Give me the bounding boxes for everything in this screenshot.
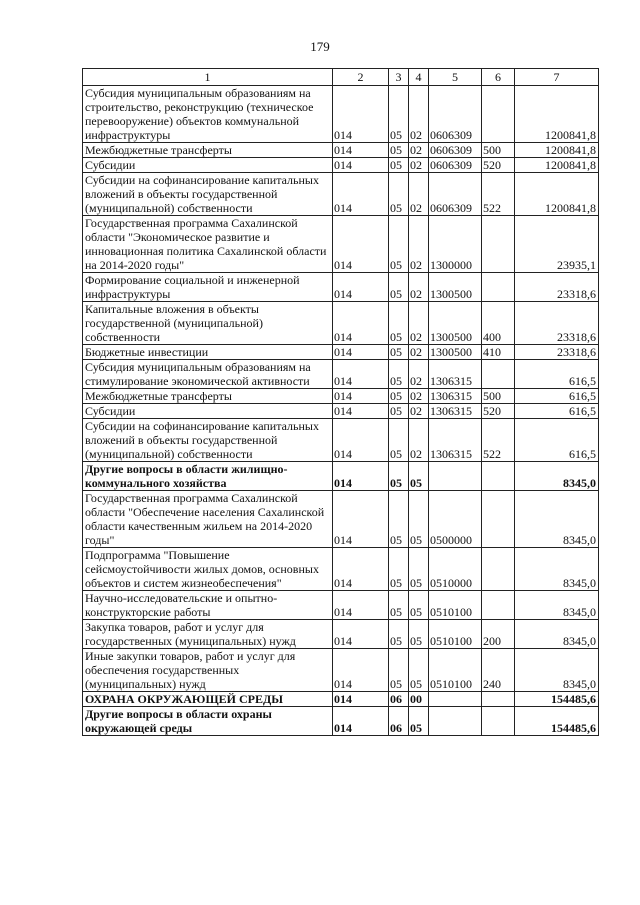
row-target-article: 0606309 xyxy=(429,173,482,216)
row-target-article: 1306315 xyxy=(429,360,482,389)
table-row xyxy=(83,389,599,404)
table-row xyxy=(83,302,599,345)
row-target-article: 0510100 xyxy=(429,620,482,649)
row-ministry-code: 014 xyxy=(333,86,389,143)
budget-table xyxy=(82,68,599,736)
row-subsection-code: 02 xyxy=(409,404,429,419)
row-ministry-code: 014 xyxy=(333,591,389,620)
row-ministry-code: 014 xyxy=(333,389,389,404)
row-subsection-code: 02 xyxy=(409,143,429,158)
row-amount: 1200841,8 xyxy=(515,143,599,158)
row-ministry-code: 014 xyxy=(333,419,389,462)
row-expense-type xyxy=(482,491,515,548)
row-target-article: 1306315 xyxy=(429,404,482,419)
row-amount: 8345,0 xyxy=(515,620,599,649)
table-row xyxy=(83,273,599,302)
page-number: 179 xyxy=(310,39,330,54)
column-header: 1 xyxy=(83,69,333,86)
row-ministry-code: 014 xyxy=(333,273,389,302)
row-expense-type: 240 xyxy=(482,649,515,692)
table-row xyxy=(83,419,599,462)
row-amount: 1200841,8 xyxy=(515,158,599,173)
row-ministry-code: 014 xyxy=(333,302,389,345)
row-subsection-code: 05 xyxy=(409,707,429,736)
row-expense-type: 520 xyxy=(482,158,515,173)
row-expense-type xyxy=(482,360,515,389)
table-body xyxy=(83,86,599,736)
table-row xyxy=(83,345,599,360)
row-subsection-code: 05 xyxy=(409,462,429,491)
table-row xyxy=(83,591,599,620)
row-amount: 1200841,8 xyxy=(515,173,599,216)
row-section-code: 05 xyxy=(389,591,409,620)
row-name: Бюджетные инвестиции xyxy=(83,345,333,360)
table-header-row xyxy=(83,69,599,86)
row-section-code: 05 xyxy=(389,419,409,462)
row-name: Государственная программа Сахалинской области "Обеспечение населения Сахалинской области качественным жильем на 2014-2020 годы" xyxy=(83,491,333,548)
row-ministry-code: 014 xyxy=(333,345,389,360)
column-header: 2 xyxy=(333,69,389,86)
row-section-code: 05 xyxy=(389,86,409,143)
row-ministry-code: 014 xyxy=(333,620,389,649)
column-header: 3 xyxy=(389,69,409,86)
row-section-code: 05 xyxy=(389,462,409,491)
row-expense-type: 200 xyxy=(482,620,515,649)
row-target-article: 1300500 xyxy=(429,302,482,345)
row-expense-type xyxy=(482,86,515,143)
row-target-article: 0510000 xyxy=(429,548,482,591)
table-row xyxy=(83,86,599,143)
row-name: Другие вопросы в области жилищно-коммунального хозяйства xyxy=(83,462,333,491)
row-subsection-code: 02 xyxy=(409,419,429,462)
row-target-article: 1300000 xyxy=(429,216,482,273)
row-section-code: 05 xyxy=(389,620,409,649)
row-name: Межбюджетные трансферты xyxy=(83,389,333,404)
table-row xyxy=(83,649,599,692)
table-row xyxy=(83,692,599,707)
row-expense-type xyxy=(482,548,515,591)
row-name: Субсидии xyxy=(83,404,333,419)
row-amount: 8345,0 xyxy=(515,491,599,548)
row-section-code: 05 xyxy=(389,302,409,345)
column-header: 4 xyxy=(409,69,429,86)
row-amount: 616,5 xyxy=(515,389,599,404)
row-subsection-code: 05 xyxy=(409,548,429,591)
row-amount: 616,5 xyxy=(515,419,599,462)
row-name: Субсидия муниципальным образованиям на стимулирование экономической активности xyxy=(83,360,333,389)
row-section-code: 06 xyxy=(389,707,409,736)
row-subsection-code: 05 xyxy=(409,591,429,620)
table-row xyxy=(83,404,599,419)
row-name: Субсидия муниципальным образованиям на строительство, реконструкцию (техническое перевооружение) объектов коммунальной инфраструктуры xyxy=(83,86,333,143)
row-ministry-code: 014 xyxy=(333,404,389,419)
row-section-code: 05 xyxy=(389,345,409,360)
row-subsection-code: 02 xyxy=(409,158,429,173)
row-section-code: 06 xyxy=(389,692,409,707)
table-row xyxy=(83,707,599,736)
row-section-code: 05 xyxy=(389,491,409,548)
row-subsection-code: 02 xyxy=(409,216,429,273)
table-row xyxy=(83,158,599,173)
column-header: 6 xyxy=(482,69,515,86)
row-section-code: 05 xyxy=(389,273,409,302)
row-target-article: 0606309 xyxy=(429,143,482,158)
row-subsection-code: 02 xyxy=(409,86,429,143)
row-name: Субсидии на софинансирование капитальных вложений в объекты государственной (муниципальной) собственности xyxy=(83,419,333,462)
row-expense-type xyxy=(482,462,515,491)
row-section-code: 05 xyxy=(389,173,409,216)
row-name: Субсидии xyxy=(83,158,333,173)
table-row xyxy=(83,491,599,548)
row-subsection-code: 05 xyxy=(409,620,429,649)
row-name: Межбюджетные трансферты xyxy=(83,143,333,158)
row-ministry-code: 014 xyxy=(333,216,389,273)
row-name: Закупка товаров, работ и услуг для государственных (муниципальных) нужд xyxy=(83,620,333,649)
row-name: Другие вопросы в области охраны окружающей среды xyxy=(83,707,333,736)
row-amount: 154485,6 xyxy=(515,692,599,707)
row-section-code: 05 xyxy=(389,360,409,389)
row-subsection-code: 05 xyxy=(409,491,429,548)
row-target-article: 0500000 xyxy=(429,491,482,548)
row-section-code: 05 xyxy=(389,548,409,591)
row-expense-type: 500 xyxy=(482,143,515,158)
row-expense-type xyxy=(482,692,515,707)
row-name: Формирование социальной и инженерной инфраструктуры xyxy=(83,273,333,302)
row-target-article: 1306315 xyxy=(429,389,482,404)
row-amount: 616,5 xyxy=(515,360,599,389)
row-ministry-code: 014 xyxy=(333,360,389,389)
row-amount: 8345,0 xyxy=(515,591,599,620)
row-name: Государственная программа Сахалинской области "Экономическое развитие и инновационная политика Сахалинской области на 2014-2020 годы" xyxy=(83,216,333,273)
row-name: Научно-исследовательские и опытно-конструкторские работы xyxy=(83,591,333,620)
table-row xyxy=(83,216,599,273)
row-ministry-code: 014 xyxy=(333,692,389,707)
row-name: Иные закупки товаров, работ и услуг для обеспечения государственных (муниципальных) нужд xyxy=(83,649,333,692)
row-target-article: 0606309 xyxy=(429,158,482,173)
row-expense-type: 522 xyxy=(482,419,515,462)
row-section-code: 05 xyxy=(389,143,409,158)
row-expense-type xyxy=(482,591,515,620)
row-expense-type: 522 xyxy=(482,173,515,216)
row-amount: 23318,6 xyxy=(515,302,599,345)
table-row xyxy=(83,462,599,491)
column-header: 7 xyxy=(515,69,599,86)
row-name: Капитальные вложения в объекты государственной (муниципальной) собственности xyxy=(83,302,333,345)
row-ministry-code: 014 xyxy=(333,491,389,548)
row-section-code: 05 xyxy=(389,216,409,273)
row-section-code: 05 xyxy=(389,389,409,404)
row-target-article: 0510100 xyxy=(429,649,482,692)
column-header: 5 xyxy=(429,69,482,86)
row-amount: 8345,0 xyxy=(515,649,599,692)
row-ministry-code: 014 xyxy=(333,548,389,591)
row-amount: 1200841,8 xyxy=(515,86,599,143)
row-ministry-code: 014 xyxy=(333,143,389,158)
row-subsection-code: 02 xyxy=(409,389,429,404)
row-target-article: 0606309 xyxy=(429,86,482,143)
row-amount: 23935,1 xyxy=(515,216,599,273)
table-row xyxy=(83,548,599,591)
row-name: Субсидии на софинансирование капитальных вложений в объекты государственной (муниципальной) собственности xyxy=(83,173,333,216)
row-expense-type: 400 xyxy=(482,302,515,345)
row-subsection-code: 02 xyxy=(409,273,429,302)
row-subsection-code: 05 xyxy=(409,649,429,692)
row-amount: 23318,6 xyxy=(515,273,599,302)
row-name: ОХРАНА ОКРУЖАЮЩЕЙ СРЕДЫ xyxy=(83,692,333,707)
row-amount: 8345,0 xyxy=(515,462,599,491)
row-amount: 23318,6 xyxy=(515,345,599,360)
row-amount: 154485,6 xyxy=(515,707,599,736)
row-section-code: 05 xyxy=(389,649,409,692)
row-ministry-code: 014 xyxy=(333,158,389,173)
row-name: Подпрограмма "Повышение сейсмоустойчивости жилых домов, основных объектов и систем жизнеобеспечения" xyxy=(83,548,333,591)
row-subsection-code: 02 xyxy=(409,360,429,389)
row-expense-type xyxy=(482,707,515,736)
row-target-article: 0510100 xyxy=(429,591,482,620)
row-expense-type: 500 xyxy=(482,389,515,404)
row-target-article: 1306315 xyxy=(429,419,482,462)
row-section-code: 05 xyxy=(389,158,409,173)
table-row xyxy=(83,173,599,216)
table-row xyxy=(83,620,599,649)
row-expense-type xyxy=(482,216,515,273)
row-expense-type xyxy=(482,273,515,302)
row-ministry-code: 014 xyxy=(333,173,389,216)
row-subsection-code: 02 xyxy=(409,173,429,216)
row-subsection-code: 00 xyxy=(409,692,429,707)
table-row xyxy=(83,143,599,158)
row-target-article xyxy=(429,692,482,707)
row-ministry-code: 014 xyxy=(333,649,389,692)
table-row xyxy=(83,360,599,389)
row-ministry-code: 014 xyxy=(333,462,389,491)
row-subsection-code: 02 xyxy=(409,302,429,345)
row-ministry-code: 014 xyxy=(333,707,389,736)
row-amount: 616,5 xyxy=(515,404,599,419)
row-target-article xyxy=(429,707,482,736)
row-target-article: 1300500 xyxy=(429,345,482,360)
row-target-article: 1300500 xyxy=(429,273,482,302)
row-target-article xyxy=(429,462,482,491)
row-subsection-code: 02 xyxy=(409,345,429,360)
row-expense-type: 410 xyxy=(482,345,515,360)
row-expense-type: 520 xyxy=(482,404,515,419)
row-amount: 8345,0 xyxy=(515,548,599,591)
row-section-code: 05 xyxy=(389,404,409,419)
